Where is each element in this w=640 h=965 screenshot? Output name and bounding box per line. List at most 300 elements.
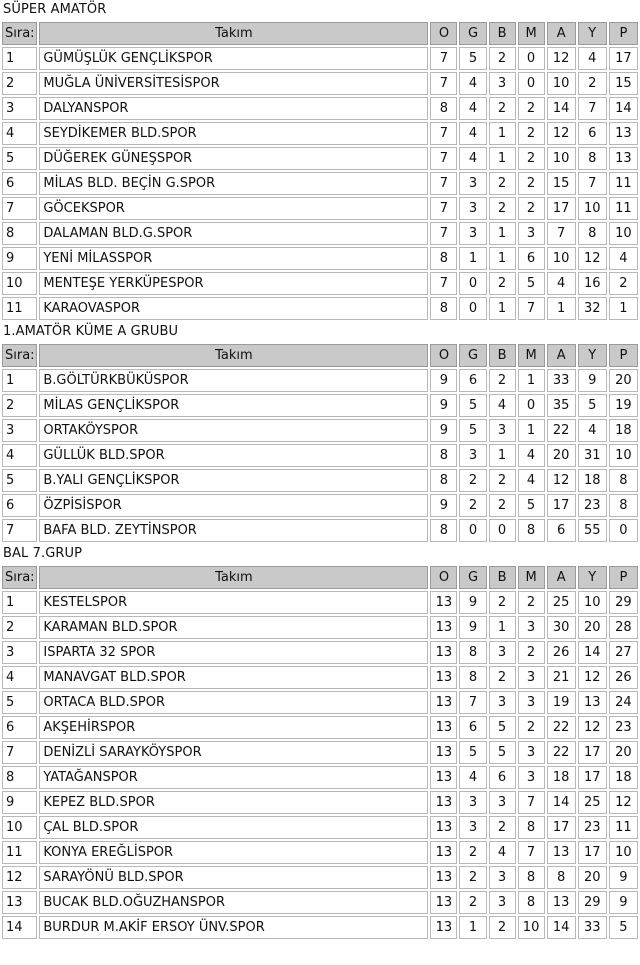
cell-points: 11 [609, 172, 638, 195]
cell-played: 9 [430, 394, 457, 417]
cell-played: 9 [430, 494, 457, 517]
cell-goals-for: 13 [547, 891, 576, 914]
cell-points: 10 [609, 222, 638, 245]
cell-lost: 2 [518, 172, 545, 195]
cell-points: 27 [609, 641, 638, 664]
cell-goals-against: 23 [578, 494, 607, 517]
cell-goals-against: 10 [578, 591, 607, 614]
cell-drawn: 2 [489, 197, 516, 220]
cell-lost: 2 [518, 591, 545, 614]
cell-won: 2 [459, 469, 486, 492]
cell-lost: 3 [518, 616, 545, 639]
header-won: G [459, 344, 486, 367]
cell-goals-for: 30 [547, 616, 576, 639]
cell-rank: 10 [2, 272, 37, 295]
cell-drawn: 2 [489, 172, 516, 195]
cell-points: 8 [609, 469, 638, 492]
cell-goals-for: 15 [547, 172, 576, 195]
cell-won: 3 [459, 197, 486, 220]
table-row [2, 247, 638, 270]
header-points: P [609, 344, 638, 367]
cell-won: 3 [459, 791, 486, 814]
table-row [2, 369, 638, 392]
header-played: O [430, 566, 457, 589]
table-header-row [2, 566, 638, 589]
cell-lost: 0 [518, 47, 545, 70]
header-points: P [609, 22, 638, 45]
header-played: O [430, 22, 457, 45]
cell-goals-against: 31 [578, 444, 607, 467]
cell-goals-against: 8 [578, 222, 607, 245]
cell-goals-against: 8 [578, 147, 607, 170]
cell-points: 18 [609, 419, 638, 442]
table-row [2, 591, 638, 614]
cell-goals-for: 1 [547, 297, 576, 320]
table-row [2, 147, 638, 170]
header-team: Takım [39, 566, 428, 589]
cell-goals-against: 33 [578, 916, 607, 939]
header-drawn: B [489, 566, 516, 589]
cell-drawn: 6 [489, 766, 516, 789]
cell-rank: 8 [2, 766, 37, 789]
section-title-bal-7-grup: BAL 7.GRUP [3, 546, 83, 561]
cell-won: 4 [459, 122, 486, 145]
cell-drawn: 2 [489, 469, 516, 492]
cell-drawn: 1 [489, 147, 516, 170]
cell-lost: 8 [518, 816, 545, 839]
table-row [2, 716, 638, 739]
cell-played: 7 [430, 147, 457, 170]
cell-lost: 0 [518, 394, 545, 417]
cell-goals-for: 8 [547, 866, 576, 889]
cell-won: 4 [459, 72, 486, 95]
cell-team: GÜMÜŞLÜK GENÇLİKSPOR [39, 47, 428, 70]
standings-table-bal-7-grup [0, 564, 640, 941]
cell-goals-for: 22 [547, 716, 576, 739]
cell-goals-for: 4 [547, 272, 576, 295]
table-row [2, 616, 638, 639]
cell-won: 2 [459, 494, 486, 517]
cell-rank: 11 [2, 841, 37, 864]
cell-won: 7 [459, 691, 486, 714]
cell-team: GÜLLÜK BLD.SPOR [39, 444, 428, 467]
cell-won: 4 [459, 147, 486, 170]
table-row [2, 222, 638, 245]
cell-rank: 9 [2, 791, 37, 814]
cell-team: ISPARTA 32 SPOR [39, 641, 428, 664]
cell-lost: 10 [518, 916, 545, 939]
cell-drawn: 5 [489, 716, 516, 739]
cell-drawn: 3 [489, 419, 516, 442]
header-rank: Sıra: [2, 22, 37, 45]
cell-lost: 5 [518, 272, 545, 295]
header-goals-for: A [547, 566, 576, 589]
cell-team: YENİ MİLASSPOR [39, 247, 428, 270]
cell-team: GÖCEKSPOR [39, 197, 428, 220]
cell-goals-for: 14 [547, 97, 576, 120]
cell-points: 20 [609, 741, 638, 764]
cell-points: 11 [609, 197, 638, 220]
cell-points: 9 [609, 891, 638, 914]
cell-team: MENTEŞE YERKÜPESPOR [39, 272, 428, 295]
cell-drawn: 5 [489, 741, 516, 764]
cell-drawn: 2 [489, 272, 516, 295]
cell-won: 3 [459, 172, 486, 195]
cell-lost: 7 [518, 791, 545, 814]
cell-rank: 5 [2, 691, 37, 714]
cell-lost: 2 [518, 641, 545, 664]
cell-played: 13 [430, 916, 457, 939]
cell-team: B.YALI GENÇLİKSPOR [39, 469, 428, 492]
cell-drawn: 2 [489, 47, 516, 70]
cell-rank: 1 [2, 591, 37, 614]
table-row [2, 297, 638, 320]
cell-won: 5 [459, 47, 486, 70]
table-row [2, 172, 638, 195]
cell-played: 13 [430, 816, 457, 839]
cell-drawn: 0 [489, 519, 516, 542]
cell-played: 13 [430, 741, 457, 764]
cell-goals-for: 10 [547, 72, 576, 95]
cell-won: 9 [459, 591, 486, 614]
cell-lost: 5 [518, 494, 545, 517]
cell-points: 11 [609, 816, 638, 839]
table-row [2, 841, 638, 864]
cell-played: 7 [430, 47, 457, 70]
cell-team: AKŞEHİRSPOR [39, 716, 428, 739]
cell-goals-against: 12 [578, 716, 607, 739]
cell-team: KARAOVASPOR [39, 297, 428, 320]
cell-goals-for: 12 [547, 469, 576, 492]
cell-won: 8 [459, 666, 486, 689]
cell-played: 8 [430, 519, 457, 542]
table-row [2, 666, 638, 689]
header-played: O [430, 344, 457, 367]
cell-team: DALYANSPOR [39, 97, 428, 120]
cell-goals-against: 23 [578, 816, 607, 839]
cell-team: KESTELSPOR [39, 591, 428, 614]
cell-goals-for: 17 [547, 494, 576, 517]
cell-points: 15 [609, 72, 638, 95]
cell-won: 0 [459, 272, 486, 295]
section-title-1-amator-kume-a: 1.AMATÖR KÜME A GRUBU [3, 324, 179, 339]
cell-played: 13 [430, 866, 457, 889]
cell-won: 0 [459, 297, 486, 320]
cell-played: 13 [430, 666, 457, 689]
cell-played: 13 [430, 716, 457, 739]
table-body [2, 369, 638, 542]
cell-goals-against: 16 [578, 272, 607, 295]
header-lost: M [518, 22, 545, 45]
cell-points: 24 [609, 691, 638, 714]
cell-rank: 1 [2, 47, 37, 70]
cell-played: 13 [430, 891, 457, 914]
header-rank: Sıra: [2, 344, 37, 367]
table-row [2, 791, 638, 814]
table-body [2, 47, 638, 320]
cell-lost: 4 [518, 444, 545, 467]
cell-drawn: 2 [489, 369, 516, 392]
cell-goals-against: 17 [578, 766, 607, 789]
cell-goals-against: 20 [578, 616, 607, 639]
cell-won: 8 [459, 641, 486, 664]
cell-played: 8 [430, 297, 457, 320]
cell-drawn: 2 [489, 666, 516, 689]
cell-lost: 3 [518, 666, 545, 689]
table-row [2, 47, 638, 70]
cell-won: 6 [459, 716, 486, 739]
cell-points: 13 [609, 147, 638, 170]
cell-goals-against: 20 [578, 866, 607, 889]
cell-team: DALAMAN BLD.G.SPOR [39, 222, 428, 245]
cell-drawn: 4 [489, 394, 516, 417]
cell-goals-against: 12 [578, 666, 607, 689]
header-lost: M [518, 344, 545, 367]
cell-team: ÇAL BLD.SPOR [39, 816, 428, 839]
cell-rank: 7 [2, 197, 37, 220]
cell-goals-for: 10 [547, 247, 576, 270]
table-row [2, 741, 638, 764]
cell-played: 13 [430, 616, 457, 639]
cell-goals-for: 14 [547, 791, 576, 814]
cell-points: 13 [609, 122, 638, 145]
cell-team: B.GÖLTÜRKBÜKÜSPOR [39, 369, 428, 392]
cell-drawn: 2 [489, 591, 516, 614]
cell-points: 9 [609, 866, 638, 889]
cell-goals-against: 18 [578, 469, 607, 492]
header-drawn: B [489, 344, 516, 367]
cell-points: 8 [609, 494, 638, 517]
header-rank: Sıra: [2, 566, 37, 589]
cell-played: 8 [430, 444, 457, 467]
header-points: P [609, 566, 638, 589]
cell-points: 23 [609, 716, 638, 739]
cell-won: 4 [459, 97, 486, 120]
cell-rank: 4 [2, 122, 37, 145]
cell-drawn: 1 [489, 122, 516, 145]
cell-lost: 8 [518, 891, 545, 914]
cell-rank: 12 [2, 866, 37, 889]
cell-played: 7 [430, 72, 457, 95]
cell-goals-for: 19 [547, 691, 576, 714]
standings-table-1-amator-kume-a [0, 342, 640, 544]
cell-lost: 8 [518, 519, 545, 542]
table-row [2, 394, 638, 417]
cell-goals-against: 14 [578, 641, 607, 664]
cell-drawn: 3 [489, 891, 516, 914]
cell-goals-against: 17 [578, 741, 607, 764]
table-row [2, 766, 638, 789]
cell-team: KEPEZ BLD.SPOR [39, 791, 428, 814]
table-row [2, 272, 638, 295]
cell-team: KARAMAN BLD.SPOR [39, 616, 428, 639]
cell-drawn: 1 [489, 297, 516, 320]
cell-lost: 0 [518, 72, 545, 95]
cell-goals-for: 17 [547, 816, 576, 839]
table-row [2, 691, 638, 714]
table-row [2, 519, 638, 542]
cell-team: DÜĞEREK GÜNEŞSPOR [39, 147, 428, 170]
cell-team: ORTACA BLD.SPOR [39, 691, 428, 714]
cell-team: ORTAKÖYSPOR [39, 419, 428, 442]
cell-played: 13 [430, 641, 457, 664]
cell-lost: 8 [518, 866, 545, 889]
cell-goals-against: 55 [578, 519, 607, 542]
cell-goals-for: 12 [547, 47, 576, 70]
header-drawn: B [489, 22, 516, 45]
cell-lost: 2 [518, 197, 545, 220]
cell-rank: 3 [2, 419, 37, 442]
cell-rank: 7 [2, 519, 37, 542]
cell-played: 13 [430, 841, 457, 864]
cell-points: 18 [609, 766, 638, 789]
cell-rank: 6 [2, 494, 37, 517]
cell-rank: 2 [2, 72, 37, 95]
cell-drawn: 1 [489, 222, 516, 245]
cell-won: 9 [459, 616, 486, 639]
cell-rank: 8 [2, 222, 37, 245]
cell-goals-for: 22 [547, 419, 576, 442]
cell-drawn: 3 [489, 866, 516, 889]
cell-rank: 2 [2, 616, 37, 639]
cell-played: 8 [430, 247, 457, 270]
cell-drawn: 1 [489, 444, 516, 467]
cell-points: 14 [609, 97, 638, 120]
cell-rank: 11 [2, 297, 37, 320]
cell-goals-for: 10 [547, 147, 576, 170]
table-row [2, 916, 638, 939]
cell-played: 7 [430, 197, 457, 220]
cell-lost: 2 [518, 147, 545, 170]
cell-goals-for: 14 [547, 916, 576, 939]
cell-points: 12 [609, 791, 638, 814]
cell-goals-for: 26 [547, 641, 576, 664]
cell-played: 7 [430, 222, 457, 245]
table-row [2, 72, 638, 95]
header-won: G [459, 566, 486, 589]
cell-won: 6 [459, 369, 486, 392]
cell-goals-against: 12 [578, 247, 607, 270]
cell-goals-for: 12 [547, 122, 576, 145]
cell-played: 8 [430, 97, 457, 120]
cell-won: 5 [459, 741, 486, 764]
cell-team: SEYDİKEMER BLD.SPOR [39, 122, 428, 145]
table-row [2, 444, 638, 467]
cell-won: 3 [459, 444, 486, 467]
table-row [2, 816, 638, 839]
cell-drawn: 3 [489, 691, 516, 714]
cell-played: 13 [430, 791, 457, 814]
cell-goals-against: 6 [578, 122, 607, 145]
cell-won: 5 [459, 394, 486, 417]
cell-goals-against: 2 [578, 72, 607, 95]
table-header-row [2, 22, 638, 45]
cell-team: BURDUR M.AKİF ERSOY ÜNV.SPOR [39, 916, 428, 939]
cell-lost: 1 [518, 369, 545, 392]
cell-won: 0 [459, 519, 486, 542]
cell-rank: 4 [2, 444, 37, 467]
cell-won: 2 [459, 866, 486, 889]
cell-team: BAFA BLD. ZEYTİNSPOR [39, 519, 428, 542]
cell-played: 13 [430, 591, 457, 614]
cell-lost: 7 [518, 297, 545, 320]
cell-goals-for: 6 [547, 519, 576, 542]
table-body [2, 591, 638, 939]
cell-drawn: 1 [489, 616, 516, 639]
cell-played: 7 [430, 172, 457, 195]
cell-played: 13 [430, 691, 457, 714]
cell-played: 13 [430, 766, 457, 789]
header-team: Takım [39, 344, 428, 367]
cell-rank: 9 [2, 247, 37, 270]
cell-goals-against: 9 [578, 369, 607, 392]
cell-team: KONYA EREĞLİSPOR [39, 841, 428, 864]
cell-drawn: 3 [489, 72, 516, 95]
cell-goals-against: 17 [578, 841, 607, 864]
table-row [2, 866, 638, 889]
cell-drawn: 2 [489, 916, 516, 939]
cell-won: 2 [459, 891, 486, 914]
header-goals-against: Y [578, 22, 607, 45]
cell-goals-for: 7 [547, 222, 576, 245]
cell-drawn: 2 [489, 97, 516, 120]
cell-goals-against: 4 [578, 47, 607, 70]
table-row [2, 641, 638, 664]
header-goals-for: A [547, 344, 576, 367]
cell-goals-against: 29 [578, 891, 607, 914]
cell-rank: 5 [2, 147, 37, 170]
cell-goals-for: 17 [547, 197, 576, 220]
cell-goals-against: 4 [578, 419, 607, 442]
section-title-super-amator: SÜPER AMATÖR [3, 2, 107, 17]
cell-rank: 13 [2, 891, 37, 914]
cell-goals-against: 25 [578, 791, 607, 814]
cell-team: MUĞLA ÜNİVERSİTESİSPOR [39, 72, 428, 95]
cell-points: 1 [609, 297, 638, 320]
cell-goals-for: 21 [547, 666, 576, 689]
cell-rank: 7 [2, 741, 37, 764]
cell-rank: 4 [2, 666, 37, 689]
cell-won: 3 [459, 222, 486, 245]
cell-rank: 6 [2, 172, 37, 195]
cell-won: 1 [459, 916, 486, 939]
cell-team: MİLAS BLD. BEÇİN G.SPOR [39, 172, 428, 195]
cell-lost: 3 [518, 766, 545, 789]
table-row [2, 419, 638, 442]
table-row [2, 891, 638, 914]
table-row [2, 197, 638, 220]
cell-played: 9 [430, 419, 457, 442]
cell-points: 28 [609, 616, 638, 639]
cell-team: YATAĞANSPOR [39, 766, 428, 789]
cell-points: 10 [609, 841, 638, 864]
cell-goals-against: 5 [578, 394, 607, 417]
cell-points: 0 [609, 519, 638, 542]
header-team: Takım [39, 22, 428, 45]
header-lost: M [518, 566, 545, 589]
cell-played: 7 [430, 122, 457, 145]
cell-drawn: 3 [489, 791, 516, 814]
cell-goals-against: 32 [578, 297, 607, 320]
table-row [2, 469, 638, 492]
table-row [2, 97, 638, 120]
header-goals-against: Y [578, 566, 607, 589]
cell-points: 10 [609, 444, 638, 467]
cell-won: 4 [459, 766, 486, 789]
cell-lost: 4 [518, 469, 545, 492]
cell-lost: 3 [518, 691, 545, 714]
table-header-row [2, 344, 638, 367]
